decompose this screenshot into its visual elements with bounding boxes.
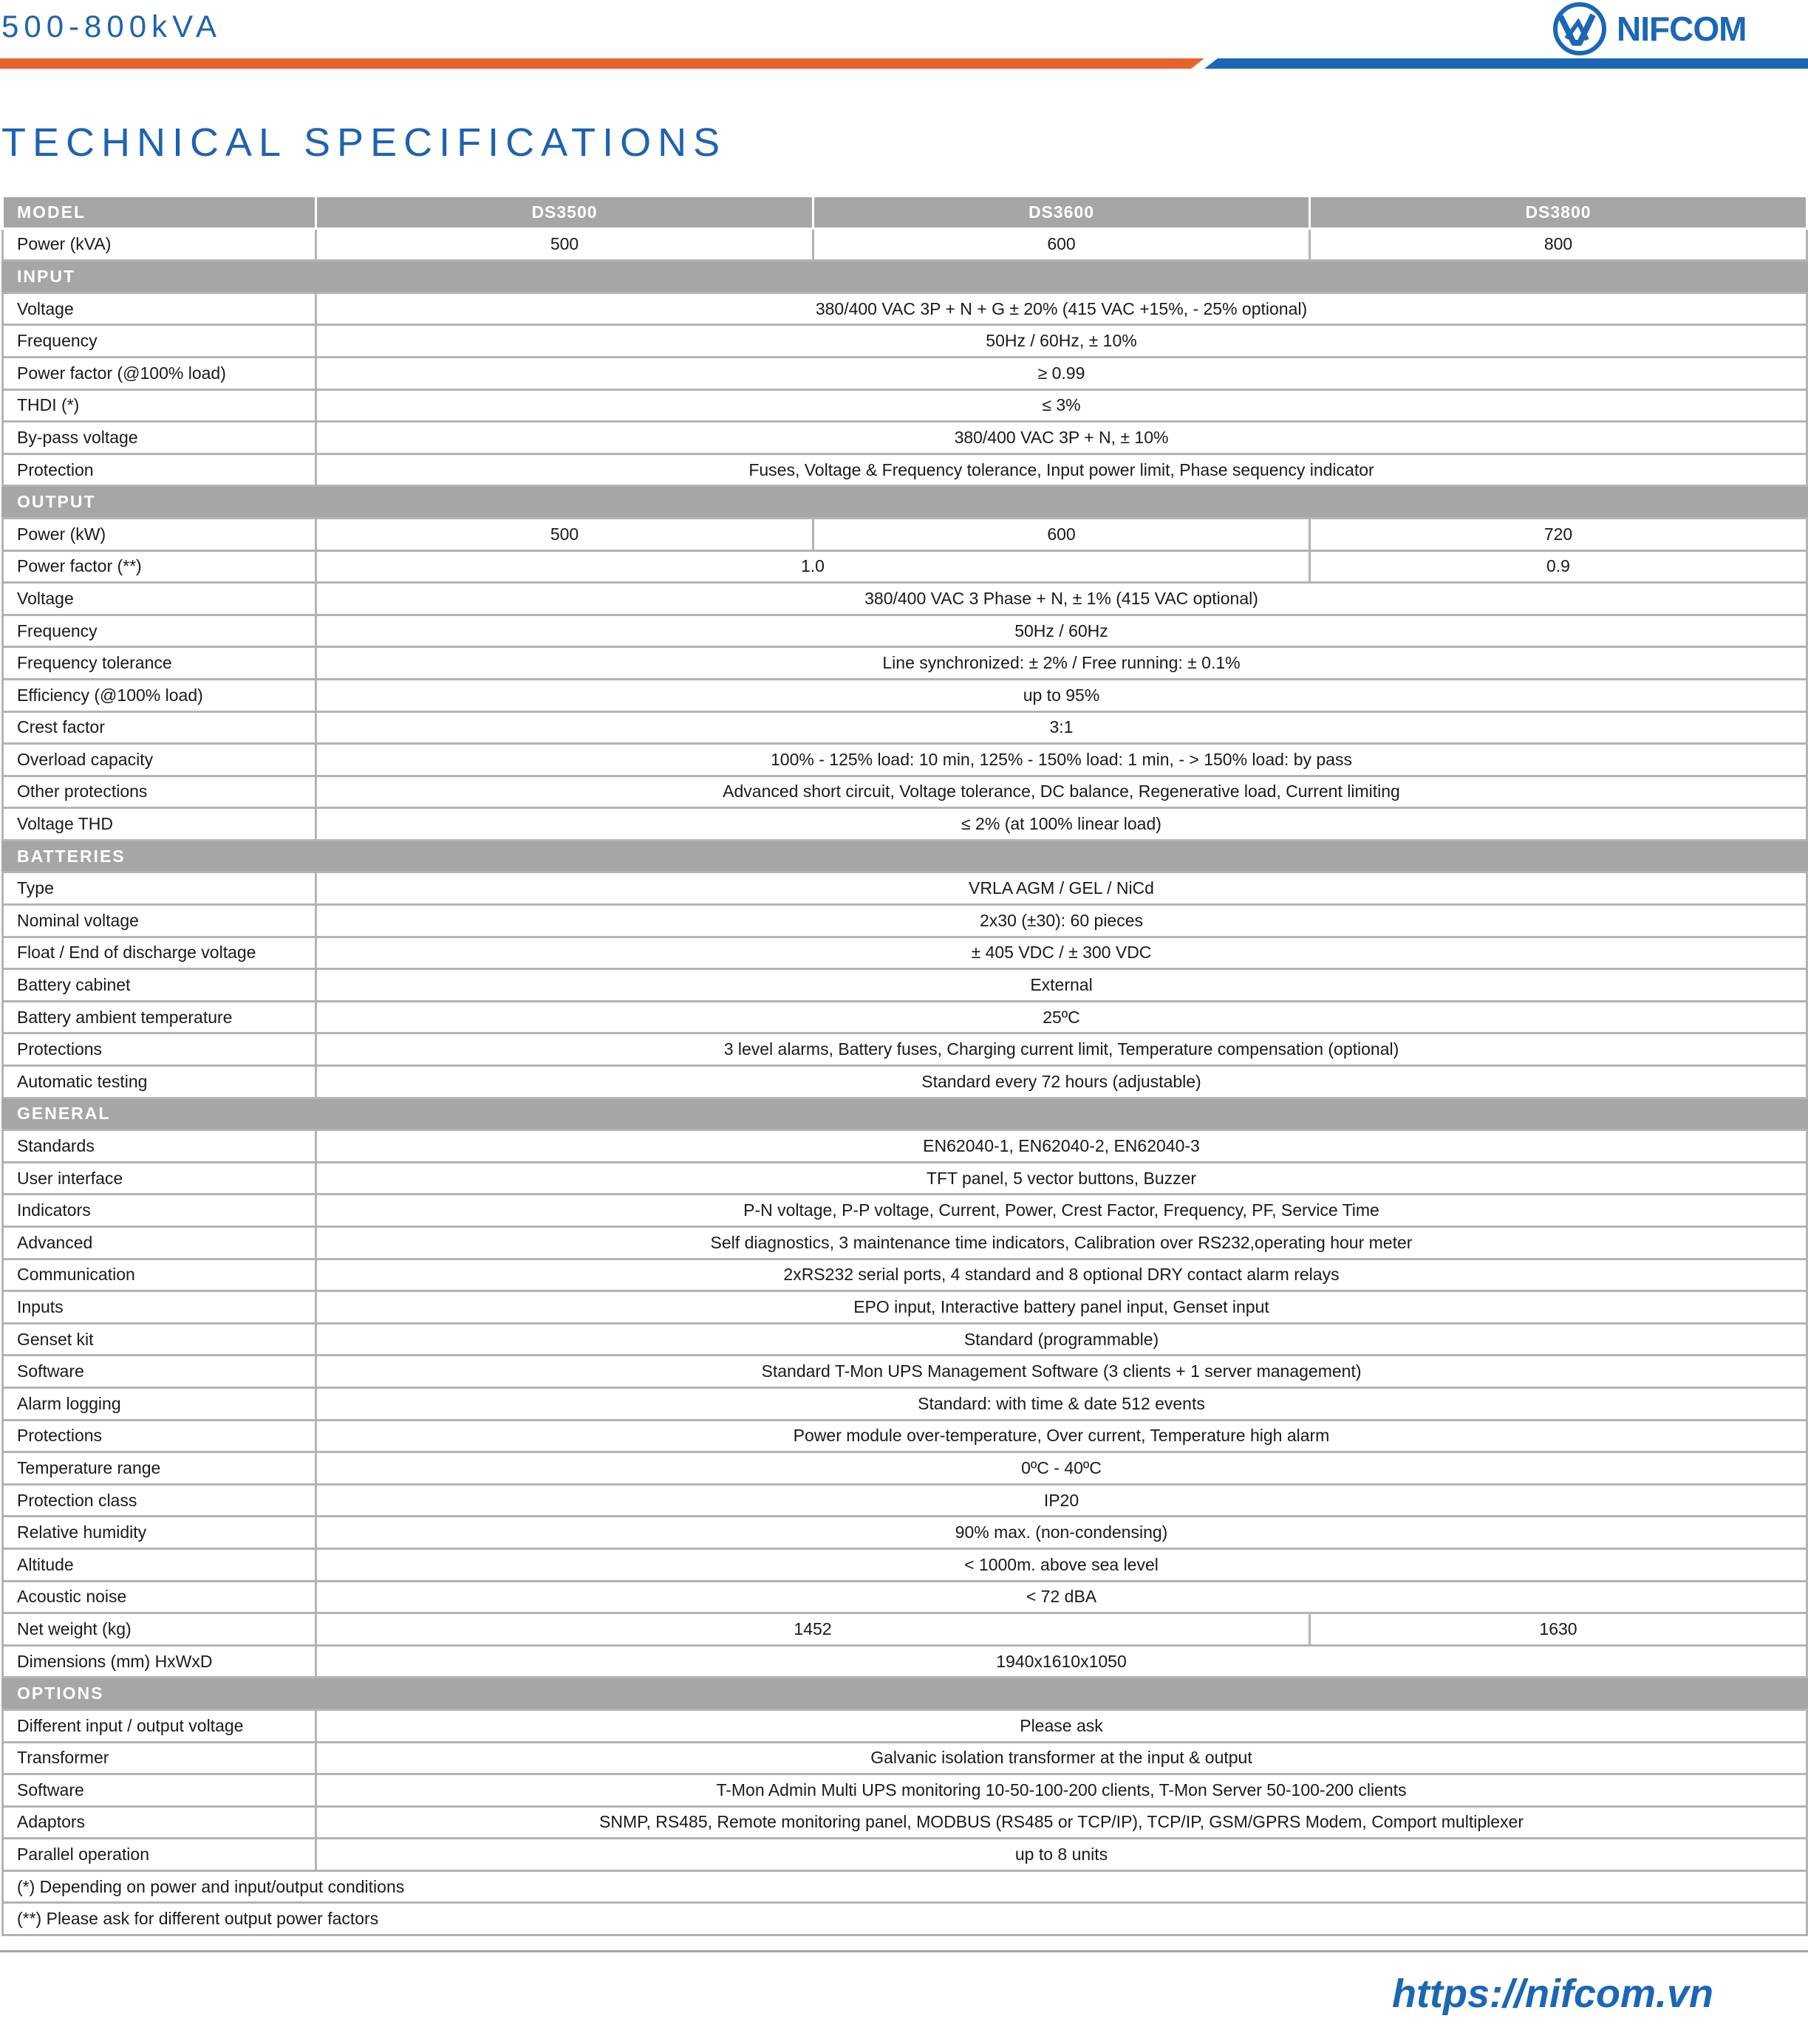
footnote-row bbox=[3, 1903, 1807, 1935]
row-label: THDI (*) bbox=[3, 389, 316, 422]
cell-value: External bbox=[316, 969, 1807, 1002]
table-row bbox=[3, 550, 1807, 583]
row-label: Software bbox=[3, 1356, 316, 1388]
table-row bbox=[3, 1806, 1807, 1839]
row-label: Indicators bbox=[3, 1194, 316, 1227]
model-ds3500: DS3500 bbox=[316, 196, 813, 229]
cell-value: T-Mon Admin Multi UPS monitoring 10-50-100-200 clients, T-Mon Server 50-100-200 clients bbox=[316, 1774, 1807, 1807]
table-row bbox=[3, 1323, 1807, 1356]
table-row bbox=[3, 1066, 1807, 1098]
table-row bbox=[3, 1484, 1807, 1517]
cell-value: Line synchronized: ± 2% / Free running: ± 0.1% bbox=[316, 647, 1807, 680]
cell-value: Standard: with time & date 512 events bbox=[316, 1387, 1807, 1420]
row-label: Power factor (@100% load) bbox=[3, 357, 316, 389]
table-row bbox=[3, 1709, 1807, 1742]
table-row bbox=[3, 422, 1807, 454]
footer-website-link[interactable]: https://nifcom.vn bbox=[1392, 1972, 1713, 2016]
cell-value: 2x30 (±30): 60 pieces bbox=[316, 905, 1807, 937]
row-label: User interface bbox=[3, 1162, 316, 1194]
cell-value: ≥ 0.99 bbox=[316, 357, 1807, 389]
row-label: Dimensions (mm) HxWxD bbox=[3, 1645, 316, 1678]
table-row bbox=[3, 744, 1807, 776]
row-label: Software bbox=[3, 1774, 316, 1807]
row-label: Protection class bbox=[3, 1484, 316, 1517]
cell-value: 380/400 VAC 3P + N + G ± 20% (415 VAC +15%, - 25% optional) bbox=[316, 293, 1807, 325]
cell-value: Advanced short circuit, Voltage tolerance, DC balance, Regenerative load, Current limiting bbox=[316, 776, 1807, 808]
model-ds3800: DS3800 bbox=[1310, 196, 1807, 229]
section-label: OUTPUT bbox=[3, 486, 1807, 519]
header-bar-blue bbox=[1204, 58, 1808, 69]
general-section-header bbox=[3, 1098, 1807, 1130]
table-row bbox=[3, 583, 1807, 615]
cell-value: 3:1 bbox=[316, 711, 1807, 744]
cell-value: up to 95% bbox=[316, 679, 1807, 711]
row-label: Other protections bbox=[3, 776, 316, 808]
cell-value: VRLA AGM / GEL / NiCd bbox=[316, 872, 1807, 905]
row-label: Standards bbox=[3, 1130, 316, 1163]
footer-divider bbox=[0, 1950, 1808, 1952]
table-row bbox=[3, 937, 1807, 969]
row-label: Genset kit bbox=[3, 1323, 316, 1356]
row-label: Frequency bbox=[3, 325, 316, 358]
row-label: Power factor (**) bbox=[3, 550, 316, 583]
footnote-row bbox=[3, 1870, 1807, 1903]
table-row bbox=[3, 1517, 1807, 1549]
table-row bbox=[3, 1356, 1807, 1388]
cell-value: ≤ 3% bbox=[316, 389, 1807, 422]
table-row bbox=[3, 808, 1807, 841]
row-label: Power (kW) bbox=[3, 518, 316, 550]
cell-value: < 1000m. above sea level bbox=[316, 1548, 1807, 1581]
row-label: Float / End of discharge voltage bbox=[3, 937, 316, 969]
cell-value: 380/400 VAC 3P + N, ± 10% bbox=[316, 422, 1807, 454]
table-row bbox=[3, 1742, 1807, 1774]
cell-value: IP20 bbox=[316, 1484, 1807, 1517]
table-row bbox=[3, 647, 1807, 680]
row-label: Parallel operation bbox=[3, 1839, 316, 1871]
input-section-header bbox=[3, 261, 1807, 293]
cell-value: Standard (programmable) bbox=[316, 1323, 1807, 1356]
cell-value: 600 bbox=[813, 228, 1310, 261]
table-row bbox=[3, 357, 1807, 389]
cell-value: 2xRS232 serial ports, 4 standard and 8 optional DRY contact alarm relays bbox=[316, 1259, 1807, 1291]
row-label: Overload capacity bbox=[3, 744, 316, 776]
cell-value: up to 8 units bbox=[316, 1839, 1807, 1871]
cell-value: Standard every 72 hours (adjustable) bbox=[316, 1066, 1807, 1098]
row-label: Net weight (kg) bbox=[3, 1613, 316, 1646]
footnote: (*) Depending on power and input/output conditions bbox=[3, 1870, 1807, 1903]
cell-value: Self diagnostics, 3 maintenance time indicators, Calibration over RS232,operating hour meter bbox=[316, 1227, 1807, 1259]
row-label: Communication bbox=[3, 1259, 316, 1291]
section-title: TECHNICAL SPECIFICATIONS bbox=[1, 120, 727, 165]
table-row bbox=[3, 1291, 1807, 1324]
cell-value: Galvanic isolation transformer at the input & output bbox=[316, 1742, 1807, 1774]
cell-value: Power module over-temperature, Over current, Temperature high alarm bbox=[316, 1420, 1807, 1452]
cell-value: 3 level alarms, Battery fuses, Charging current limit, Temperature compensation (optional) bbox=[316, 1033, 1807, 1066]
table-row bbox=[3, 1227, 1807, 1259]
cell-value: 100% - 125% load: 10 min, 125% - 150% load: 1 min, - > 150% load: by pass bbox=[316, 744, 1807, 776]
cell-value: ± 405 VDC / ± 300 VDC bbox=[316, 937, 1807, 969]
row-label: Altitude bbox=[3, 1548, 316, 1581]
row-label: Protections bbox=[3, 1420, 316, 1452]
cell-value: 0.9 bbox=[1310, 550, 1807, 583]
row-label: Temperature range bbox=[3, 1452, 316, 1485]
cell-value: EPO input, Interactive battery panel input, Genset input bbox=[316, 1291, 1807, 1324]
row-label: Nominal voltage bbox=[3, 905, 316, 937]
row-label: Efficiency (@100% load) bbox=[3, 679, 316, 711]
row-label: Frequency bbox=[3, 615, 316, 647]
row-label: Power (kVA) bbox=[3, 228, 316, 261]
table-row bbox=[3, 615, 1807, 647]
table-row bbox=[3, 293, 1807, 325]
table-row bbox=[3, 1581, 1807, 1613]
cell-value: Fuses, Voltage & Frequency tolerance, Input power limit, Phase sequency indicator bbox=[316, 454, 1807, 486]
row-label: Battery cabinet bbox=[3, 969, 316, 1002]
row-label: Acoustic noise bbox=[3, 1581, 316, 1613]
cell-value: 90% max. (non-condensing) bbox=[316, 1517, 1807, 1549]
section-label: OPTIONS bbox=[3, 1678, 1807, 1710]
table-row bbox=[3, 325, 1807, 358]
table-row bbox=[3, 518, 1807, 550]
row-label: Advanced bbox=[3, 1227, 316, 1259]
model-label: MODEL bbox=[3, 196, 316, 229]
options-section-header bbox=[3, 1678, 1807, 1710]
row-label: Frequency tolerance bbox=[3, 647, 316, 680]
cell-value: P-N voltage, P-P voltage, Current, Power, Crest Factor, Frequency, PF, Service Time bbox=[316, 1194, 1807, 1227]
cell-value: < 72 dBA bbox=[316, 1581, 1807, 1613]
output-section-header bbox=[3, 486, 1807, 519]
table-row bbox=[3, 1033, 1807, 1066]
cell-value: 1.0 bbox=[316, 550, 1310, 583]
cell-value: 50Hz / 60Hz, ± 10% bbox=[316, 325, 1807, 358]
table-row bbox=[3, 1259, 1807, 1291]
section-label: BATTERIES bbox=[3, 840, 1807, 872]
table-row bbox=[3, 228, 1807, 261]
cell-value: Please ask bbox=[316, 1709, 1807, 1742]
table-row bbox=[3, 389, 1807, 422]
batteries-section-header bbox=[3, 840, 1807, 872]
table-row bbox=[3, 872, 1807, 905]
table-row bbox=[3, 1194, 1807, 1227]
table-row bbox=[3, 1613, 1807, 1646]
table-row bbox=[3, 1452, 1807, 1485]
cell-value: SNMP, RS485, Remote monitoring panel, MODBUS (RS485 or TCP/IP), TCP/IP, GSM/GPRS Modem, Comport multiplexer bbox=[316, 1806, 1807, 1839]
cell-value: TFT panel, 5 vector buttons, Buzzer bbox=[316, 1162, 1807, 1194]
row-label: Protections bbox=[3, 1033, 316, 1066]
specifications-table-body bbox=[3, 196, 1807, 1935]
model-ds3600: DS3600 bbox=[813, 196, 1310, 229]
nifcom-logo bbox=[1550, 0, 1772, 58]
page-header-title: 500-800kVA bbox=[1, 9, 222, 44]
cell-value: EN62040-1, EN62040-2, EN62040-3 bbox=[316, 1130, 1807, 1163]
row-label: Crest factor bbox=[3, 711, 316, 744]
cell-value: 1452 bbox=[316, 1613, 1310, 1646]
table-row bbox=[3, 1645, 1807, 1678]
table-row bbox=[3, 679, 1807, 711]
row-label: Voltage bbox=[3, 583, 316, 615]
row-label: Adaptors bbox=[3, 1806, 316, 1839]
cell-value: 600 bbox=[813, 518, 1310, 550]
logo-wordmark: NIFCOM bbox=[1617, 10, 1747, 48]
table-row bbox=[3, 776, 1807, 808]
cell-value: ≤ 2% (at 100% linear load) bbox=[316, 808, 1807, 841]
cell-value: 25ºC bbox=[316, 1001, 1807, 1033]
section-label: INPUT bbox=[3, 261, 1807, 293]
row-label: Type bbox=[3, 872, 316, 905]
cell-value: 720 bbox=[1310, 518, 1807, 550]
specifications-table bbox=[1, 195, 1808, 1936]
cell-value: 50Hz / 60Hz bbox=[316, 615, 1807, 647]
header-bar-orange bbox=[0, 58, 1204, 69]
table-row bbox=[3, 969, 1807, 1002]
cell-value: 500 bbox=[316, 228, 813, 261]
row-label: Alarm logging bbox=[3, 1387, 316, 1420]
cell-value: 380/400 VAC 3 Phase + N, ± 1% (415 VAC optional) bbox=[316, 583, 1807, 615]
row-label: Automatic testing bbox=[3, 1066, 316, 1098]
table-row bbox=[3, 1001, 1807, 1033]
table-row bbox=[3, 1548, 1807, 1581]
row-label: Inputs bbox=[3, 1291, 316, 1324]
table-row bbox=[3, 454, 1807, 486]
cell-value: 0ºC - 40ºC bbox=[316, 1452, 1807, 1485]
row-label: Voltage bbox=[3, 293, 316, 325]
row-label: Transformer bbox=[3, 1742, 316, 1774]
row-label: Relative humidity bbox=[3, 1517, 316, 1549]
cell-value: 1630 bbox=[1310, 1613, 1807, 1646]
table-row bbox=[3, 1387, 1807, 1420]
row-label: Different input / output voltage bbox=[3, 1709, 316, 1742]
table-row bbox=[3, 1774, 1807, 1807]
row-label: Battery ambient temperature bbox=[3, 1001, 316, 1033]
cell-value: 1940x1610x1050 bbox=[316, 1645, 1807, 1678]
cell-value: Standard T-Mon UPS Management Software (3 clients + 1 server management) bbox=[316, 1356, 1807, 1388]
footnote: (**) Please ask for different output power factors bbox=[3, 1903, 1807, 1935]
cell-value: 800 bbox=[1310, 228, 1807, 261]
row-label: Protection bbox=[3, 454, 316, 486]
table-row bbox=[3, 1839, 1807, 1871]
table-row bbox=[3, 711, 1807, 744]
table-row bbox=[3, 1420, 1807, 1452]
table-row bbox=[3, 1162, 1807, 1194]
row-label: By-pass voltage bbox=[3, 422, 316, 454]
nifcom-logo-icon bbox=[1550, 0, 1611, 58]
table-row bbox=[3, 905, 1807, 937]
table-row bbox=[3, 1130, 1807, 1163]
cell-value: 500 bbox=[316, 518, 813, 550]
section-label: GENERAL bbox=[3, 1098, 1807, 1130]
row-label: Voltage THD bbox=[3, 808, 316, 841]
model-header-row bbox=[3, 196, 1807, 229]
